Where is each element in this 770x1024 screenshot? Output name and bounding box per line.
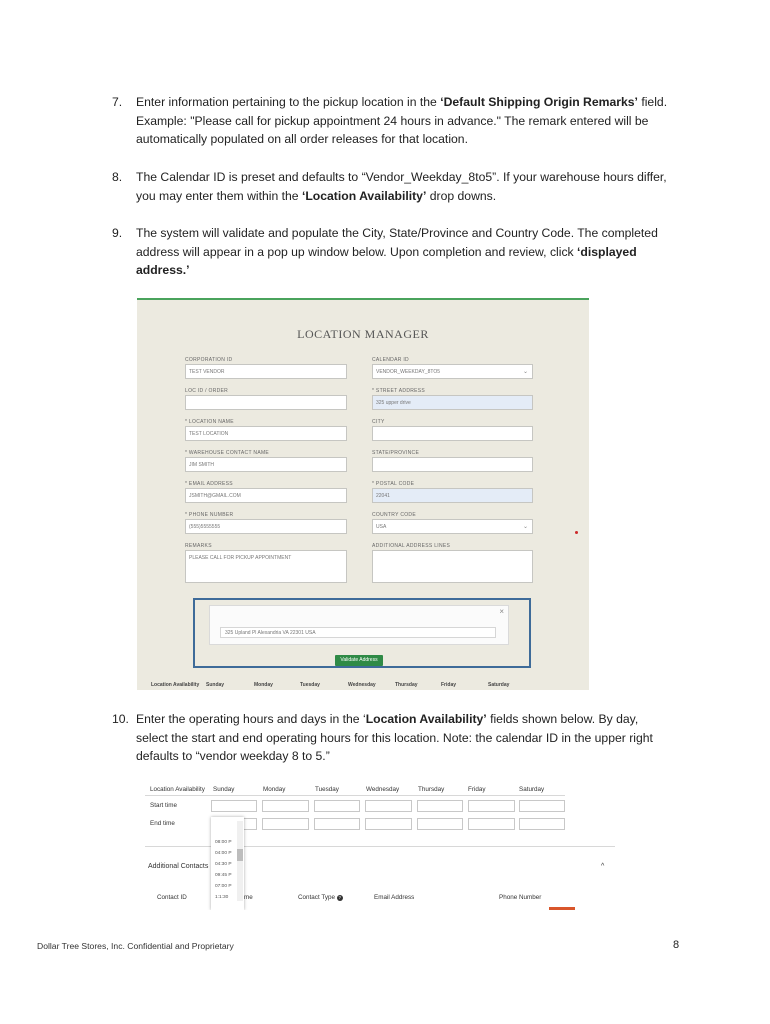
city-input[interactable]: [372, 426, 533, 441]
validate-address-button[interactable]: Validate Address: [335, 655, 383, 666]
loc-id-field: LOC ID / ORDER: [185, 387, 347, 410]
time-option[interactable]: 09:45 P: [215, 873, 232, 878]
end-time-select[interactable]: [314, 818, 360, 830]
additional-address-textarea[interactable]: [372, 550, 533, 583]
day-friday: Friday: [468, 786, 486, 793]
day-wednesday: Wednesday: [366, 786, 400, 793]
start-time-select[interactable]: [365, 800, 412, 812]
email-field: * EMAIL ADDRESS JSMITH@GMAIL.COM: [185, 480, 347, 503]
loc-id-input[interactable]: [185, 395, 347, 410]
warehouse-contact-input[interactable]: JIM SMITH: [185, 457, 347, 472]
start-time-select[interactable]: [519, 800, 565, 812]
time-option[interactable]: 04:30 P: [215, 862, 232, 867]
availability-label: Location Availability: [151, 682, 200, 688]
day-friday: Friday: [441, 682, 457, 688]
state-province-field: STATE/PROVINCE: [372, 449, 533, 472]
time-dropdown-list[interactable]: [211, 817, 244, 910]
info-icon[interactable]: ?: [338, 895, 341, 900]
step-number: 9.: [112, 226, 123, 240]
end-time-select[interactable]: [262, 818, 309, 830]
footer-text: Dollar Tree Stores, Inc. Confidential and Proprietary: [37, 941, 234, 951]
displayed-address-name: ‘displayed address.’: [136, 244, 637, 277]
add-contact-button[interactable]: [549, 907, 575, 910]
address-popup: [193, 598, 531, 668]
additional-address-field: ADDITIONAL ADDRESS LINES: [372, 542, 533, 583]
day-monday: Monday: [254, 682, 273, 688]
corporation-id-input[interactable]: TEST VENDOR: [185, 364, 347, 379]
chevron-down-icon: ⌄: [522, 369, 528, 375]
day-sunday: Sunday: [206, 682, 225, 688]
day-monday: Monday: [263, 786, 286, 793]
state-province-input[interactable]: [372, 457, 533, 472]
col-phone-number: Phone Number: [499, 894, 542, 901]
scrollbar-thumb[interactable]: [237, 849, 243, 861]
remarks-field: REMARKS PLEASE CALL FOR PICKUP APPOINTMENT: [185, 542, 347, 583]
address-popup-panel: [209, 605, 509, 645]
time-option[interactable]: 04:00 P: [215, 851, 232, 856]
start-time-select[interactable]: [314, 800, 360, 812]
chevron-up-icon[interactable]: ^: [601, 863, 605, 870]
calendar-id-field: CALENDAR ID VENDOR_WEEKDAY_8TO5 ⌄: [372, 356, 533, 379]
day-tuesday: Tuesday: [315, 786, 339, 793]
phone-field: * PHONE NUMBER (555)5555555: [185, 511, 347, 534]
col-contact-type: Contact Type ?: [298, 894, 341, 901]
day-saturday: Saturday: [488, 682, 510, 688]
postal-code-field: * POSTAL CODE 22041: [372, 480, 533, 503]
dropdown-scrollbar[interactable]: [237, 821, 243, 901]
country-code-field: COUNTRY CODE USA ⌄: [372, 511, 533, 534]
red-dot-marker: [575, 531, 578, 534]
location-name-input[interactable]: TEST LOCATION: [185, 426, 347, 441]
day-thursday: Thursday: [418, 786, 445, 793]
col-name: me: [244, 894, 253, 901]
location-name-field: * LOCATION NAME TEST LOCATION: [185, 418, 347, 441]
header-divider: [145, 795, 565, 796]
step-text: Enter the operating hours and days in the ‘Location Availability’ fields shown below. By day, select the start and end operating hours for this location. Note: the calendar ID in the upper right defaults to “vendor weekday 8 to 5.”: [136, 712, 653, 763]
email-input[interactable]: JSMITH@GMAIL.COM: [185, 488, 347, 503]
step-number: 7.: [112, 95, 123, 109]
page-number: 8: [673, 939, 680, 951]
col-contact-id: Contact ID: [157, 894, 187, 901]
warehouse-contact-field: * WAREHOUSE CONTACT NAME JIM SMITH: [185, 449, 347, 472]
location-availability-name: Location Availability’: [365, 712, 487, 726]
remarks-textarea[interactable]: PLEASE CALL FOR PICKUP APPOINTMENT: [185, 550, 347, 583]
step-text: The system will validate and populate the City, State/Province and Country Code. The completed address will appear in a pop up window below. Upon completion and review, click ‘displayed address.’: [136, 226, 658, 277]
end-time-select[interactable]: [417, 818, 463, 830]
street-address-input[interactable]: 325 upper drive: [372, 395, 533, 410]
time-option[interactable]: 1:1:30: [215, 895, 229, 900]
street-address-field: * STREET ADDRESS 325 upper drive: [372, 387, 533, 410]
close-icon[interactable]: ×: [499, 607, 504, 616]
time-option[interactable]: 07:00 P: [215, 884, 232, 889]
city-field: CITY: [372, 418, 533, 441]
day-thursday: Thursday: [395, 682, 418, 688]
day-saturday: Saturday: [519, 786, 545, 793]
time-option[interactable]: 08:00 P: [215, 840, 232, 845]
end-time-label: End time: [150, 820, 175, 827]
step-text: The Calendar ID is preset and defaults to “Vendor_Weekday_8to5”. If your warehouse hours differ, you may enter them within the ‘Location Availability’ drop downs.: [136, 170, 667, 203]
additional-contacts-heading[interactable]: Additional Contacts: [148, 863, 209, 870]
location-availability-name: ‘Location Availability’: [301, 188, 427, 203]
availability-label: Location Availability: [150, 786, 205, 793]
day-wednesday: Wednesday: [348, 682, 376, 688]
day-tuesday: Tuesday: [300, 682, 320, 688]
end-time-select[interactable]: [365, 818, 412, 830]
availability-screenshot: [137, 773, 634, 910]
remarks-field-name: ‘Default Shipping Origin Remarks’: [440, 95, 638, 109]
phone-input[interactable]: (555)5555555: [185, 519, 347, 534]
start-time-select[interactable]: [211, 800, 257, 812]
start-time-select[interactable]: [417, 800, 463, 812]
end-time-select[interactable]: [519, 818, 565, 830]
country-code-select[interactable]: USA ⌄: [372, 519, 533, 534]
step-number: 10.: [112, 712, 129, 726]
postal-code-input[interactable]: 22041: [372, 488, 533, 503]
start-time-select[interactable]: [262, 800, 309, 812]
chevron-down-icon: ⌄: [522, 524, 528, 530]
end-time-select[interactable]: [468, 818, 515, 830]
corporation-id-field: CORPORATION ID TEST VENDOR: [185, 356, 347, 379]
calendar-id-select[interactable]: VENDOR_WEEKDAY_8TO5 ⌄: [372, 364, 533, 379]
location-manager-screenshot: [137, 298, 589, 690]
start-time-label: Start time: [150, 802, 177, 809]
step-text: Enter information pertaining to the pickup location in the ‘Default Shipping Origin Remarks’ field. Example: "Please call for pickup appointment 24 hours in advance." The remark entered will be automatically populated on all order releases for that location.: [136, 95, 668, 146]
start-time-select[interactable]: [468, 800, 515, 812]
displayed-address[interactable]: 325 Upland Pl Alexandria VA 22301 USA: [220, 627, 496, 638]
col-email-address: Email Address: [374, 894, 415, 901]
day-sunday: Sunday: [213, 786, 235, 793]
location-manager-title: LOCATION MANAGER: [297, 327, 429, 341]
step-number: 8.: [112, 170, 123, 184]
